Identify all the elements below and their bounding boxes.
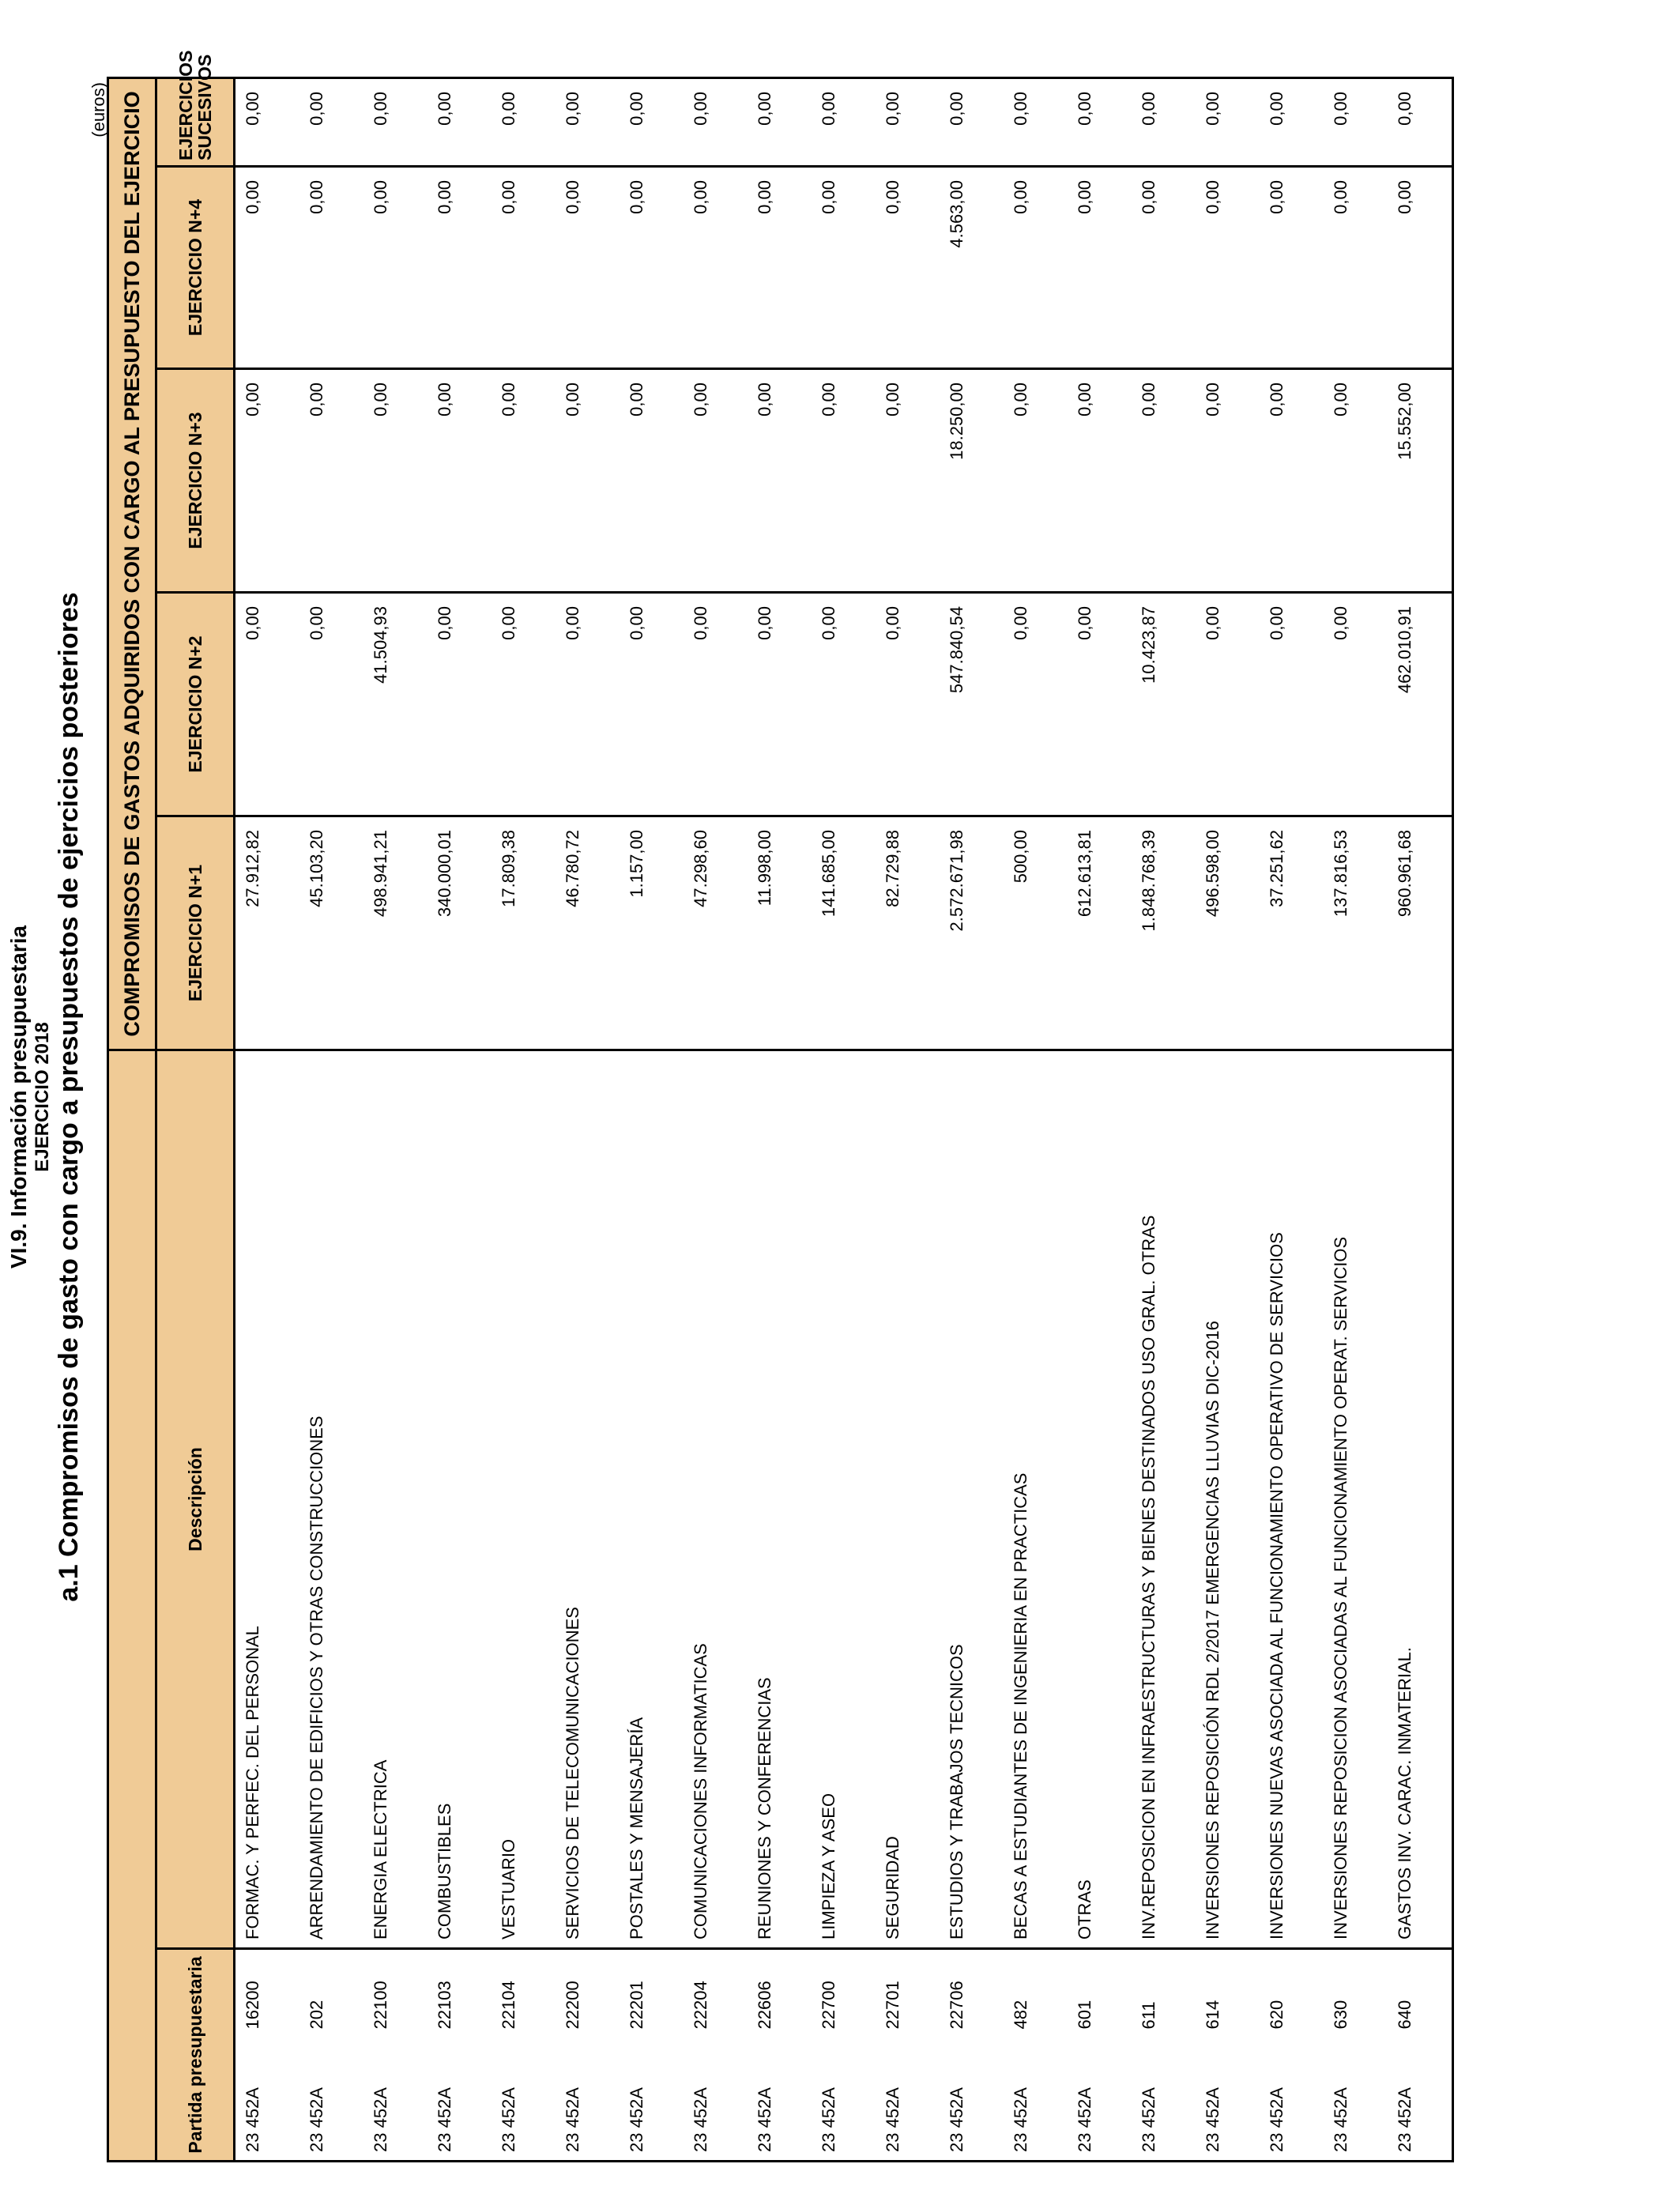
amount-n3-cell: 0,00 xyxy=(235,369,300,593)
partida-subconcept-cell: 22103 xyxy=(428,1949,492,2038)
amount-n3-cell: 0,00 xyxy=(1260,369,1324,593)
amount-n4-cell: 0,00 xyxy=(428,167,492,369)
header-blank-cell xyxy=(108,1050,156,2162)
partida-subconcept-cell: 614 xyxy=(1196,1949,1260,2038)
description-cell: INVERSIONES REPOSICIÓN RDL 2/2017 EMERGENCIAS LLUVIAS DIC-2016 xyxy=(1196,1050,1260,1949)
partida-subconcept-cell: 22201 xyxy=(620,1949,684,2038)
amount-sucesivos-cell: 0,00 xyxy=(363,78,428,167)
table-row xyxy=(940,78,1004,2162)
description-cell: OTRAS xyxy=(1068,1050,1132,1949)
table-row xyxy=(1260,78,1324,2162)
amount-n4-cell: 0,00 xyxy=(556,167,620,369)
partida-program-cell: 23 452A xyxy=(363,2038,428,2162)
amount-n1-cell: 1.848.768,39 xyxy=(1132,816,1196,1050)
description-cell: BECAS A ESTUDIANTES DE INGENIERIA EN PRACTICAS xyxy=(1004,1050,1068,1949)
partida-program-cell: 23 452A xyxy=(1260,2038,1324,2162)
amount-n4-cell: 0,00 xyxy=(235,167,300,369)
partida-program-cell: 23 452A xyxy=(876,2038,940,2162)
amount-n2-cell: 462.010,91 xyxy=(1388,593,1453,816)
amount-n3-cell: 15.552,00 xyxy=(1388,369,1453,593)
page-year: EJERCICIO 2018 xyxy=(32,1022,53,1172)
partida-subconcept-cell: 22104 xyxy=(492,1949,556,2038)
amount-n3-cell: 0,00 xyxy=(1068,369,1132,593)
partida-subconcept-cell: 640 xyxy=(1388,1949,1453,2038)
table-row xyxy=(492,78,556,2162)
amount-n3-cell: 0,00 xyxy=(363,369,428,593)
amount-sucesivos-cell: 0,00 xyxy=(1132,78,1196,167)
table-row xyxy=(1324,78,1388,2162)
amount-n4-cell: 0,00 xyxy=(684,167,748,369)
partida-subconcept-cell: 611 xyxy=(1132,1949,1196,2038)
partida-program-cell: 23 452A xyxy=(1388,2038,1453,2162)
amount-sucesivos-cell: 0,00 xyxy=(1324,78,1388,167)
amount-n2-cell: 0,00 xyxy=(556,593,620,816)
col-header-partida: Partida presupuestaria xyxy=(156,1949,235,2162)
amount-n1-cell: 137.816,53 xyxy=(1324,816,1388,1050)
amount-n1-cell: 141.685,00 xyxy=(812,816,876,1050)
amount-n4-cell: 0,00 xyxy=(299,167,363,369)
partida-program-cell: 23 452A xyxy=(492,2038,556,2162)
partida-subconcept-cell: 22700 xyxy=(812,1949,876,2038)
amount-sucesivos-cell: 0,00 xyxy=(1260,78,1324,167)
amount-n4-cell: 0,00 xyxy=(1260,167,1324,369)
partida-subconcept-cell: 620 xyxy=(1260,1949,1324,2038)
partida-subconcept-cell: 482 xyxy=(1004,1949,1068,2038)
description-cell: GASTOS INV. CARAC. INMATERIAL. xyxy=(1388,1050,1453,1949)
table-row xyxy=(1004,78,1068,2162)
amount-n2-cell: 0,00 xyxy=(1068,593,1132,816)
partida-program-cell: 23 452A xyxy=(684,2038,748,2162)
amount-n4-cell: 0,00 xyxy=(1196,167,1260,369)
partida-program-cell: 23 452A xyxy=(1196,2038,1260,2162)
amount-n1-cell: 2.572.671,98 xyxy=(940,816,1004,1050)
amount-n3-cell: 0,00 xyxy=(1196,369,1260,593)
partida-subconcept-cell: 202 xyxy=(299,1949,363,2038)
table-row xyxy=(620,78,684,2162)
partida-program-cell: 23 452A xyxy=(428,2038,492,2162)
amount-n1-cell: 46.780,72 xyxy=(556,816,620,1050)
amount-n3-cell: 0,00 xyxy=(684,369,748,593)
description-cell: SEGURIDAD xyxy=(876,1050,940,1949)
amount-sucesivos-cell: 0,00 xyxy=(1068,78,1132,167)
amount-n3-cell: 0,00 xyxy=(812,369,876,593)
table-row xyxy=(1132,78,1196,2162)
description-cell: ENERGIA ELECTRICA xyxy=(363,1050,428,1949)
table-row xyxy=(1196,78,1260,2162)
amount-sucesivos-cell: 0,00 xyxy=(684,78,748,167)
amount-n3-cell: 0,00 xyxy=(1324,369,1388,593)
partida-program-cell: 23 452A xyxy=(235,2038,300,2162)
partida-program-cell: 23 452A xyxy=(1324,2038,1388,2162)
page-title: VI.9. Información presupuestaria xyxy=(6,925,31,1269)
partida-program-cell: 23 452A xyxy=(556,2038,620,2162)
partida-subconcept-cell: 22204 xyxy=(684,1949,748,2038)
amount-n3-cell: 0,00 xyxy=(1004,369,1068,593)
partida-program-cell: 23 452A xyxy=(748,2038,812,2162)
amount-n1-cell: 960.961,68 xyxy=(1388,816,1453,1050)
table-row xyxy=(363,78,428,2162)
partida-subconcept-cell: 22706 xyxy=(940,1949,1004,2038)
amount-n2-cell: 41.504,93 xyxy=(363,593,428,816)
amount-n3-cell: 0,00 xyxy=(748,369,812,593)
amount-sucesivos-cell: 0,00 xyxy=(299,78,363,167)
amount-n4-cell: 0,00 xyxy=(812,167,876,369)
amount-n3-cell: 0,00 xyxy=(556,369,620,593)
amount-n2-cell: 0,00 xyxy=(684,593,748,816)
table-body xyxy=(235,78,1453,2162)
amount-n4-cell: 0,00 xyxy=(492,167,556,369)
col-header-n4: EJERCICIO N+4 xyxy=(156,167,235,369)
partida-subconcept-cell: 22100 xyxy=(363,1949,428,2038)
table-row xyxy=(684,78,748,2162)
amount-n1-cell: 498.941,21 xyxy=(363,816,428,1050)
partida-subconcept-cell: 22606 xyxy=(748,1949,812,2038)
amount-n1-cell: 11.998,00 xyxy=(748,816,812,1050)
amount-n1-cell: 37.251,62 xyxy=(1260,816,1324,1050)
amount-sucesivos-cell: 0,00 xyxy=(940,78,1004,167)
amount-n3-cell: 0,00 xyxy=(620,369,684,593)
amount-n2-cell: 0,00 xyxy=(1260,593,1324,816)
description-cell: ESTUDIOS Y TRABAJOS TECNICOS xyxy=(940,1050,1004,1949)
amount-n3-cell: 0,00 xyxy=(492,369,556,593)
table-row xyxy=(1068,78,1132,2162)
partida-program-cell: 23 452A xyxy=(940,2038,1004,2162)
amount-sucesivos-cell: 0,00 xyxy=(620,78,684,167)
commitments-table xyxy=(107,50,1454,2162)
description-cell: REUNIONES Y CONFERENCIAS xyxy=(748,1050,812,1949)
col-header-n3: EJERCICIO N+3 xyxy=(156,369,235,593)
amount-n4-cell: 0,00 xyxy=(1388,167,1453,369)
amount-n4-cell: 0,00 xyxy=(1004,167,1068,369)
amount-sucesivos-cell: 0,00 xyxy=(556,78,620,167)
table-row xyxy=(812,78,876,2162)
page-subtitle: a.1 Compromisos de gasto con cargo a presupuestos de ejercicios posteriores xyxy=(54,592,84,1602)
amount-n1-cell: 500,00 xyxy=(1004,816,1068,1050)
amount-n3-cell: 0,00 xyxy=(428,369,492,593)
partida-program-cell: 23 452A xyxy=(1132,2038,1196,2162)
description-cell: LIMPIEZA Y ASEO xyxy=(812,1050,876,1949)
amount-sucesivos-cell: 0,00 xyxy=(1004,78,1068,167)
description-cell: COMUNICACIONES INFORMATICAS xyxy=(684,1050,748,1949)
partida-program-cell: 23 452A xyxy=(620,2038,684,2162)
amount-n4-cell: 0,00 xyxy=(748,167,812,369)
amount-n2-cell: 0,00 xyxy=(1004,593,1068,816)
table-row xyxy=(876,78,940,2162)
amount-n4-cell: 0,00 xyxy=(1068,167,1132,369)
partida-program-cell: 23 452A xyxy=(299,2038,363,2162)
amount-n4-cell: 0,00 xyxy=(363,167,428,369)
description-cell: SERVICIOS DE TELECOMUNICACIONES xyxy=(556,1050,620,1949)
amount-n2-cell: 0,00 xyxy=(876,593,940,816)
partida-subconcept-cell: 630 xyxy=(1324,1949,1388,2038)
amount-n4-cell: 0,00 xyxy=(876,167,940,369)
amount-n1-cell: 1.157,00 xyxy=(620,816,684,1050)
description-cell: COMBUSTIBLES xyxy=(428,1050,492,1949)
description-cell: INVERSIONES NUEVAS ASOCIADA AL FUNCIONAMIENTO OPERATIVO DE SERVICIOS xyxy=(1260,1050,1324,1949)
amount-n3-cell: 18.250,00 xyxy=(940,369,1004,593)
amount-sucesivos-cell: 0,00 xyxy=(235,78,300,167)
table-row xyxy=(1388,78,1453,2162)
partida-program-cell: 23 452A xyxy=(812,2038,876,2162)
amount-n3-cell: 0,00 xyxy=(299,369,363,593)
partida-subconcept-cell: 16200 xyxy=(235,1949,300,2038)
amount-n1-cell: 82.729,88 xyxy=(876,816,940,1050)
amount-n1-cell: 27.912,82 xyxy=(235,816,300,1050)
amount-n2-cell: 0,00 xyxy=(299,593,363,816)
amount-n2-cell: 0,00 xyxy=(492,593,556,816)
table-row xyxy=(299,78,363,2162)
amount-n1-cell: 45.103,20 xyxy=(299,816,363,1050)
description-cell: INVERSIONES REPOSICION ASOCIADAS AL FUNCIONAMIENTO OPERAT. SERVICIOS xyxy=(1324,1050,1388,1949)
amount-n4-cell: 4.563,00 xyxy=(940,167,1004,369)
col-header-n2: EJERCICIO N+2 xyxy=(156,593,235,816)
table-row xyxy=(235,78,300,2162)
col-header-n1: EJERCICIO N+1 xyxy=(156,816,235,1050)
amount-n2-cell: 547.840,54 xyxy=(940,593,1004,816)
amount-n1-cell: 47.298,60 xyxy=(684,816,748,1050)
table-row xyxy=(556,78,620,2162)
amount-n2-cell: 0,00 xyxy=(1196,593,1260,816)
currency-unit: (euros) xyxy=(89,82,108,138)
partida-program-cell: 23 452A xyxy=(1068,2038,1132,2162)
table-row xyxy=(748,78,812,2162)
col-header-descripcion: Descripción xyxy=(156,1050,235,1949)
partida-subconcept-cell: 601 xyxy=(1068,1949,1132,2038)
amount-n2-cell: 0,00 xyxy=(812,593,876,816)
amount-n4-cell: 0,00 xyxy=(1132,167,1196,369)
partida-subconcept-cell: 22200 xyxy=(556,1949,620,2038)
amount-n1-cell: 496.598,00 xyxy=(1196,816,1260,1050)
col-header-sucesivos: EJERCICIOS SUCESIVOS xyxy=(156,78,235,167)
description-cell: POSTALES Y MENSAJERÍA xyxy=(620,1050,684,1949)
amount-sucesivos-cell: 0,00 xyxy=(876,78,940,167)
amount-n1-cell: 340.000,01 xyxy=(428,816,492,1050)
description-cell: INV.REPOSICION EN INFRAESTRUCTURAS Y BIENES DESTINADOS USO GRAL. OTRAS xyxy=(1132,1050,1196,1949)
amount-n3-cell: 0,00 xyxy=(876,369,940,593)
description-cell: VESTUARIO xyxy=(492,1050,556,1949)
amount-n2-cell: 0,00 xyxy=(1324,593,1388,816)
amount-sucesivos-cell: 0,00 xyxy=(428,78,492,167)
amount-sucesivos-cell: 0,00 xyxy=(748,78,812,167)
description-cell: FORMAC. Y PERFEC. DEL PERSONAL xyxy=(235,1050,300,1949)
group-header: COMPROMISOS DE GASTOS ADQUIRIDOS CON CARGO AL PRESUPUESTO DEL EJERCICIO xyxy=(108,78,156,1050)
partida-subconcept-cell: 22701 xyxy=(876,1949,940,2038)
amount-sucesivos-cell: 0,00 xyxy=(1196,78,1260,167)
amount-sucesivos-cell: 0,00 xyxy=(812,78,876,167)
amount-n4-cell: 0,00 xyxy=(1324,167,1388,369)
amount-n4-cell: 0,00 xyxy=(620,167,684,369)
amount-n3-cell: 0,00 xyxy=(1132,369,1196,593)
description-cell: ARRENDAMIENTO DE EDIFICIOS Y OTRAS CONSTRUCCIONES xyxy=(299,1050,363,1949)
amount-n1-cell: 17.809,38 xyxy=(492,816,556,1050)
table-row xyxy=(428,78,492,2162)
amount-n2-cell: 10.423,87 xyxy=(1132,593,1196,816)
amount-n2-cell: 0,00 xyxy=(620,593,684,816)
amount-n2-cell: 0,00 xyxy=(428,593,492,816)
partida-program-cell: 23 452A xyxy=(1004,2038,1068,2162)
amount-n1-cell: 612.613,81 xyxy=(1068,816,1132,1050)
amount-sucesivos-cell: 0,00 xyxy=(492,78,556,167)
amount-n2-cell: 0,00 xyxy=(748,593,812,816)
amount-n2-cell: 0,00 xyxy=(235,593,300,816)
amount-sucesivos-cell: 0,00 xyxy=(1388,78,1453,167)
